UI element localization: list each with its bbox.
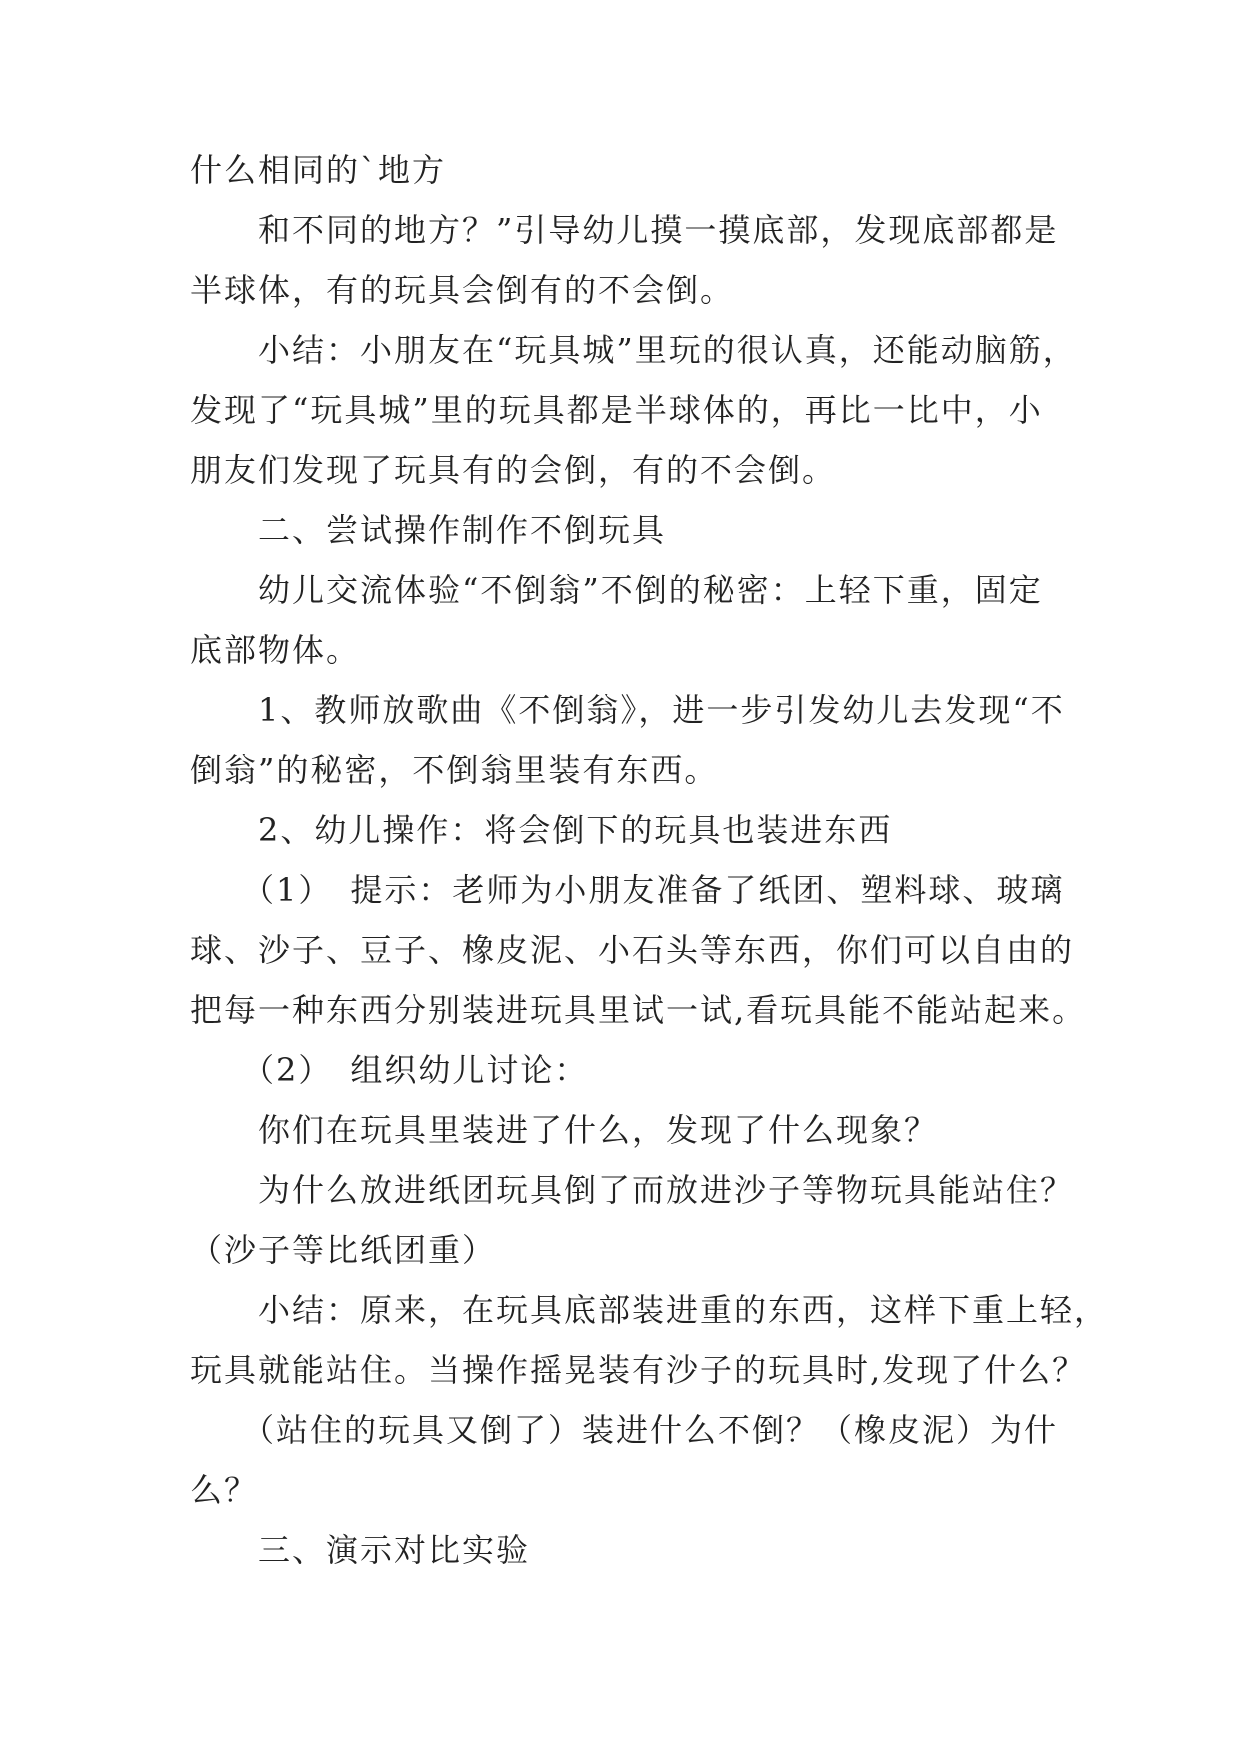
- text-line: 半球体，有的玩具会倒有的不会倒。: [190, 271, 735, 309]
- text-line: （2） 组织幼儿讨论：: [190, 1051, 589, 1089]
- text-line: 把每一种东西分别装进玩具里试一试,看玩具能不能站起来。: [190, 991, 1087, 1029]
- text-line: 1、教师放歌曲《不倒翁》，进一步引发幼儿去发现“不: [190, 691, 1065, 729]
- text-line: 和不同的地方？”引导幼儿摸一摸底部，发现底部都是: [190, 211, 1059, 249]
- text-line: 为什么放进纸团玩具倒了而放进沙子等物玩具能站住？: [190, 1171, 1075, 1209]
- text-line: 底部物体。: [190, 631, 361, 669]
- text-line: 什么相同的`地方: [190, 151, 447, 189]
- text-line: 幼儿交流体验“不倒翁”不倒的秘密：上轻下重，固定: [190, 571, 1043, 609]
- text-line: 你们在玩具里装进了什么，发现了什么现象？: [190, 1111, 939, 1149]
- text-line: 2、幼儿操作：将会倒下的玩具也装进东西: [190, 811, 893, 849]
- text-line: （站住的玩具又倒了）装进什么不倒？（橡皮泥）为什: [190, 1411, 1059, 1449]
- text-line: 朋友们发现了玩具有的会倒，有的不会倒。: [190, 451, 837, 489]
- text-line: （1） 提示：老师为小朋友准备了纸团、塑料球、玻璃: [190, 871, 1065, 909]
- section-heading: 三、演示对比实验: [190, 1531, 531, 1569]
- text-line: 小结：小朋友在“玩具城”里玩的很认真，还能动脑筋，: [190, 331, 1077, 369]
- text-line: 发现了“玩具城”里的玩具都是半球体的，再比一比中，小: [190, 391, 1043, 429]
- text-line: （沙子等比纸团重）: [190, 1231, 497, 1269]
- text-line: 球、沙子、豆子、橡皮泥、小石头等东西，你们可以自由的: [190, 931, 1075, 969]
- text-line: 玩具就能站住。当操作摇晃装有沙子的玩具时,发现了什么？: [190, 1351, 1087, 1389]
- text-line: 么？: [190, 1471, 259, 1509]
- text-line: 倒翁”的秘密，不倒翁里装有东西。: [190, 751, 719, 789]
- section-heading: 二、尝试操作制作不倒玩具: [190, 511, 667, 549]
- text-line: 小结：原来，在玩具底部装进重的东西，这样下重上轻，: [190, 1291, 1109, 1329]
